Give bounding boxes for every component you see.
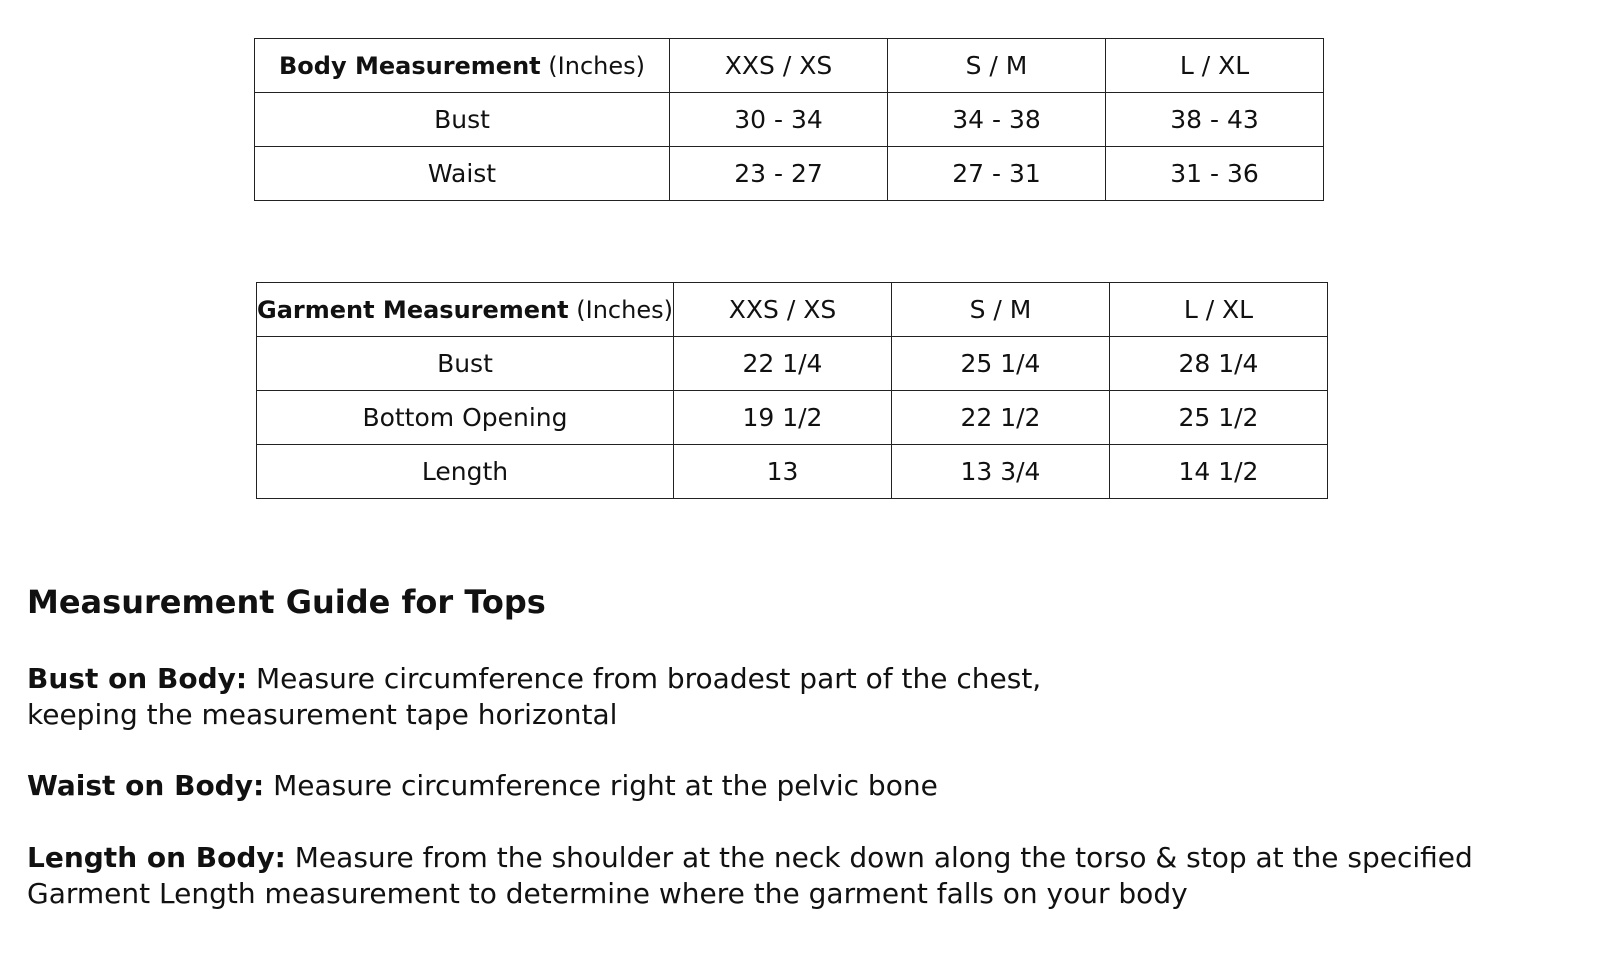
table-row (257, 337, 1328, 391)
guide-text: Garment Length measurement to determine where the garment falls on your body (27, 877, 1188, 910)
table-cell: 22 1/2 (891, 391, 1109, 445)
table-row (255, 147, 1324, 201)
guide-item-waist (27, 768, 938, 804)
table-row (257, 445, 1328, 499)
size-header: S / M (888, 39, 1106, 93)
row-label: Bust (257, 337, 674, 391)
size-header: XXS / XS (673, 283, 891, 337)
guide-term: Length on Body: (27, 841, 286, 874)
table-cell: 31 - 36 (1106, 147, 1324, 201)
row-label: Bust (255, 93, 670, 147)
size-header: L / XL (1109, 283, 1327, 337)
table-header-label (257, 283, 674, 337)
header-title: Garment Measurement (257, 295, 569, 324)
table-cell: 13 3/4 (891, 445, 1109, 499)
table-row (255, 93, 1324, 147)
table-row (257, 391, 1328, 445)
size-header: S / M (891, 283, 1109, 337)
guide-text: Measure from the shoulder at the neck down along the torso & stop at the specified (285, 841, 1473, 874)
table-cell: 34 - 38 (888, 93, 1106, 147)
guide-term: Waist on Body: (27, 769, 265, 802)
table-cell: 14 1/2 (1109, 445, 1327, 499)
guide-line (27, 661, 1041, 697)
guide-line (27, 768, 938, 804)
table-cell: 27 - 31 (888, 147, 1106, 201)
table-cell: 25 1/4 (891, 337, 1109, 391)
table-cell: 38 - 43 (1106, 93, 1324, 147)
table-cell: 23 - 27 (670, 147, 888, 201)
guide-text: Measure circumference right at the pelvic bone (264, 769, 938, 802)
table-header-label (255, 39, 670, 93)
table-cell: 22 1/4 (673, 337, 891, 391)
table-cell: 25 1/2 (1109, 391, 1327, 445)
table-header-row (257, 283, 1328, 337)
size-header: XXS / XS (670, 39, 888, 93)
guide-item-bust (27, 661, 1041, 733)
header-unit: (Inches) (548, 51, 645, 80)
row-label: Length (257, 445, 674, 499)
body-measurement-table (254, 38, 1324, 201)
header-title: Body Measurement (279, 51, 541, 80)
garment-measurement-table (256, 282, 1328, 499)
table-header-row (255, 39, 1324, 93)
table-cell: 28 1/4 (1109, 337, 1327, 391)
size-header: L / XL (1106, 39, 1324, 93)
table-cell: 19 1/2 (673, 391, 891, 445)
guide-term: Bust on Body: (27, 662, 248, 695)
row-label: Waist (255, 147, 670, 201)
guide-title: Measurement Guide for Tops (27, 583, 546, 621)
table-cell: 30 - 34 (670, 93, 888, 147)
row-label: Bottom Opening (257, 391, 674, 445)
guide-text: keeping the measurement tape horizontal (27, 698, 618, 731)
guide-line (27, 840, 1473, 876)
guide-item-length (27, 840, 1473, 912)
guide-text: Measure circumference from broadest part of the chest, (247, 662, 1042, 695)
header-unit: (Inches) (576, 295, 673, 324)
table-cell: 13 (673, 445, 891, 499)
